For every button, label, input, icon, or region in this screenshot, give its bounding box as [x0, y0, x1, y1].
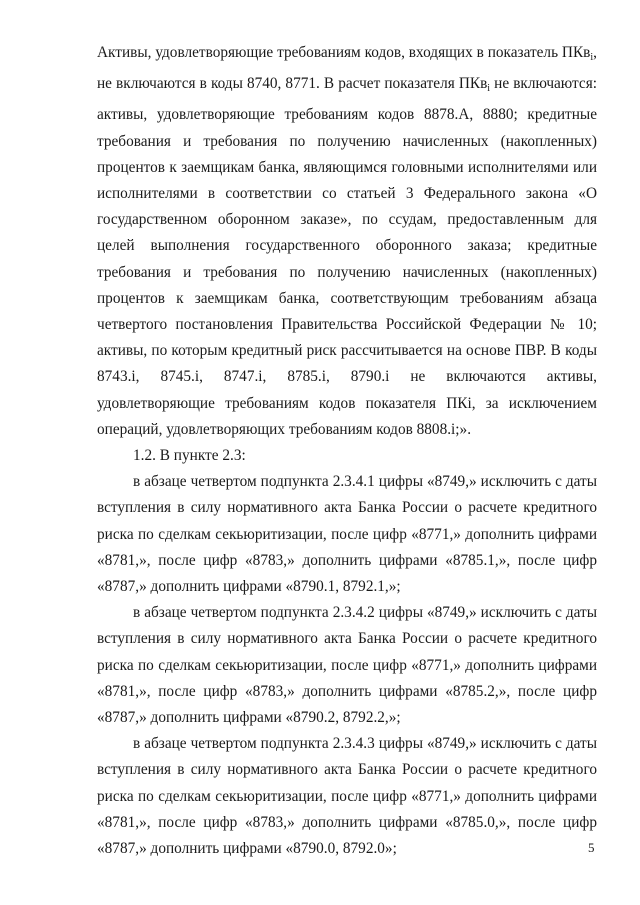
subscript-i: i — [590, 52, 594, 63]
paragraph-subitem-2-3-4-2: в абзаце четвертом подпункта 2.3.4.2 цифры «8749,» исключить с даты вступления в силу нормативного акта Банка России о расчете кредитного риска по сделкам секьюритизации, после цифр «8771,» дополнить цифрами «8781,», после цифр «8783,» дополнить цифрами «8785.2,», после цифр «8787,» дополнить цифрами «8790.2, 8792.2,»; — [97, 604, 597, 727]
paragraph-item-1-2: 1.2. В пункте 2.3: — [133, 447, 246, 465]
paragraph-assets-list — [97, 40, 597, 443]
document-body — [97, 40, 597, 862]
paragraph-subitem-2-3-4-3: в абзаце четвертом подпункта 2.3.4.3 цифры «8749,» исключить с даты вступления в силу нормативного акта Банка России о расчете кредитного риска по сделкам секьюритизации, после цифр «8771,» дополнить цифрами «8781,», после цифр «8783,» дополнить цифрами «8785.0,», после цифр «8787,» дополнить цифрами «8790.0, 8792.0»; — [97, 735, 597, 858]
subscript-i: i — [487, 83, 491, 95]
paragraph-text: , не включаются в коды 8740, 8771. В расчет показателя ПКв — [97, 44, 597, 93]
paragraph-text: не включаются: активы, удовлетворяющие требованиям кодов 8878.А, 8880; кредитные требования и требования по получению начисленных (накопленных) процентов к заемщикам банка, являющимся головными исполнителями или исполнителями в соответствии со статьей 3 Федерального закона «О государственном оборонном заказе», по ссудам, предоставленным для целей выполнения государственного оборонного заказа; кредитные требования и требования по получению начисленных (накопленных) процентов к заемщикам банка, соответствующим требованиям абзаца четвертого постановления Правительства Российской Федерации № 10; активы, по которым кредитный риск рассчитывается на основе ПВР. В коды 8743.i, 8745.i, 8747.i, 8785.i, 8790.i не включаются активы, удовлетворяющие требованиям кодов показателя ПКi, за исключением операций, удовлетворяющих требованиям кодов 8808.i;». — [97, 75, 597, 438]
page-number: 5 — [588, 840, 595, 855]
paragraph-subitem-2-3-4-1: в абзаце четвертом подпункта 2.3.4.1 цифры «8749,» исключить с даты вступления в силу нормативного акта Банка России о расчете кредитного риска по сделкам секьюритизации, после цифр «8771,» дополнить цифрами «8781,», после цифр «8783,» дополнить цифрами «8785.1,», после цифр «8787,» дополнить цифрами «8790.1, 8792.1,»; — [97, 473, 597, 596]
paragraph-text: Активы, удовлетворяющие требованиям кодов, входящих в показатель ПКв — [97, 44, 591, 61]
